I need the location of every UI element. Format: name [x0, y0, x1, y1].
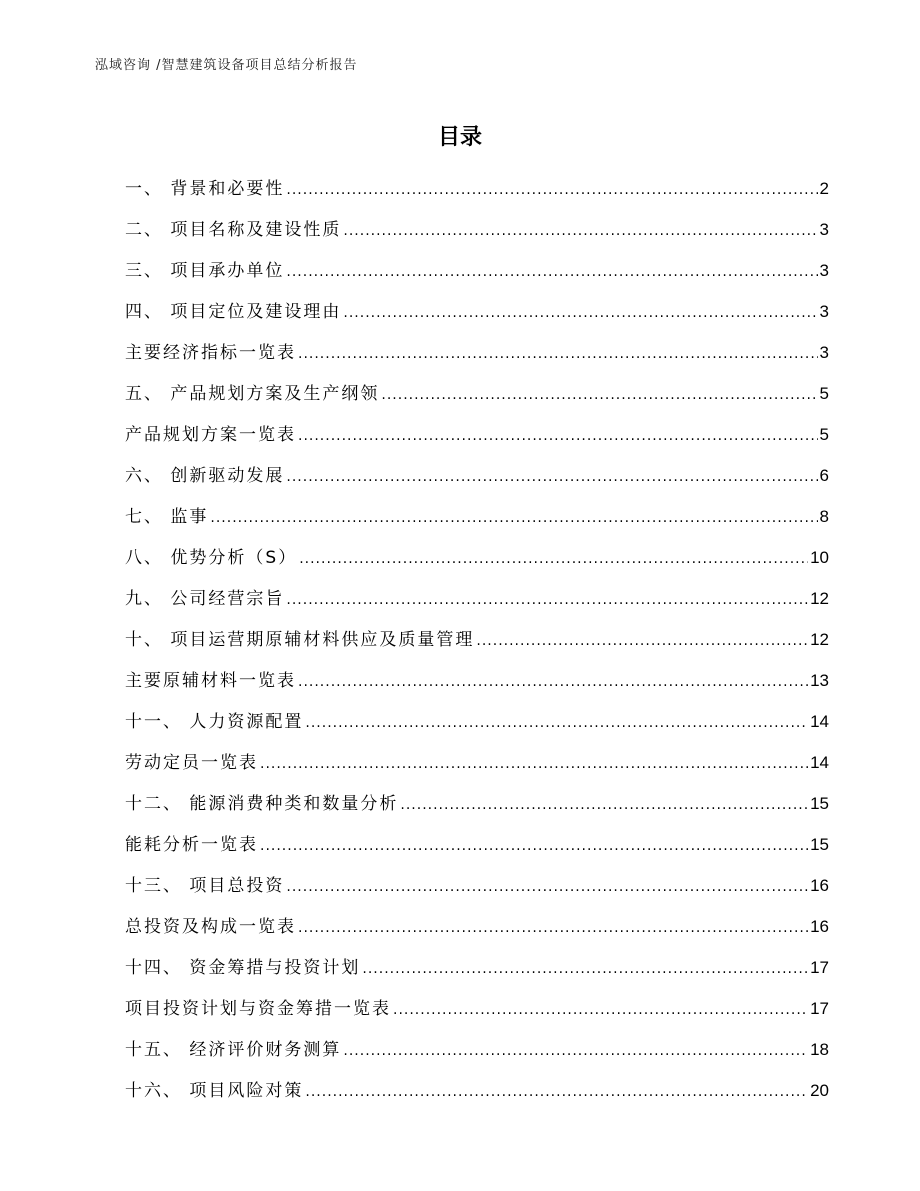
- toc-dot-leader: [343, 211, 817, 252]
- toc-entry-page-number: 17: [810, 999, 829, 1018]
- toc-entry-page-number: 14: [810, 753, 829, 772]
- toc-entry-page-number: 12: [810, 630, 829, 649]
- toc-entry[interactable]: [125, 619, 829, 660]
- toc-dot-leader: [210, 498, 817, 539]
- toc-entry-label: 产品规划方案一览表: [125, 425, 296, 445]
- toc-entry-page-number: 15: [810, 835, 829, 854]
- toc-entry-page-number: 20: [810, 1081, 829, 1100]
- toc-list: [125, 168, 829, 1111]
- toc-dot-leader: [298, 334, 818, 375]
- toc-entry-page-number: 3: [819, 302, 829, 321]
- toc-entry-label: 能耗分析一览表: [125, 835, 258, 855]
- toc-entry-label: 劳动定员一览表: [125, 753, 258, 773]
- toc-dot-leader: [286, 457, 817, 498]
- toc-entry[interactable]: [125, 947, 829, 988]
- toc-dot-leader: [286, 170, 817, 211]
- toc-entry-label: 七、 监事: [125, 507, 209, 527]
- toc-dot-leader: [305, 703, 808, 744]
- toc-dot-leader: [299, 539, 808, 580]
- toc-entry-page-number: 6: [819, 466, 829, 485]
- toc-entry[interactable]: [125, 783, 829, 824]
- toc-entry[interactable]: [125, 1029, 829, 1070]
- toc-dot-leader: [286, 252, 817, 293]
- toc-dot-leader: [381, 375, 817, 416]
- toc-entry-label: 十、 项目运营期原辅材料供应及质量管理: [125, 630, 475, 650]
- toc-entry[interactable]: [125, 455, 829, 496]
- toc-entry-page-number: 8: [819, 507, 829, 526]
- toc-dot-leader: [393, 990, 808, 1031]
- toc-entry[interactable]: [125, 988, 829, 1029]
- toc-entry-label: 十六、 项目风险对策: [125, 1081, 304, 1101]
- toc-entry[interactable]: [125, 291, 829, 332]
- toc-entry[interactable]: [125, 414, 829, 455]
- toc-entry-page-number: 3: [819, 220, 829, 239]
- toc-entry-label: 项目投资计划与资金筹措一览表: [125, 999, 391, 1019]
- toc-entry-label: 二、 项目名称及建设性质: [125, 220, 342, 240]
- toc-entry[interactable]: [125, 1070, 829, 1111]
- toc-entry[interactable]: [125, 578, 829, 619]
- toc-entry-label: 四、 项目定位及建设理由: [125, 302, 342, 322]
- toc-entry[interactable]: [125, 496, 829, 537]
- toc-dot-leader: [298, 662, 808, 703]
- toc-entry-page-number: 18: [810, 1040, 829, 1059]
- toc-dot-leader: [260, 826, 808, 867]
- toc-entry[interactable]: [125, 373, 829, 414]
- toc-entry[interactable]: [125, 332, 829, 373]
- toc-entry-page-number: 10: [810, 548, 829, 567]
- toc-dot-leader: [260, 744, 808, 785]
- toc-dot-leader: [476, 621, 808, 662]
- toc-entry[interactable]: [125, 701, 829, 742]
- toc-entry-label: 十三、 项目总投资: [125, 876, 285, 896]
- toc-entry[interactable]: [125, 209, 829, 250]
- toc-entry[interactable]: [125, 865, 829, 906]
- toc-entry-page-number: 5: [819, 425, 829, 444]
- toc-entry-label: 三、 项目承办单位: [125, 261, 285, 281]
- toc-entry-page-number: 16: [810, 876, 829, 895]
- toc-entry-page-number: 17: [810, 958, 829, 977]
- toc-entry[interactable]: [125, 250, 829, 291]
- toc-entry-page-number: 13: [810, 671, 829, 690]
- toc-entry-label: 一、 背景和必要性: [125, 179, 285, 199]
- toc-entry-page-number: 5: [819, 384, 829, 403]
- toc-entry-page-number: 14: [810, 712, 829, 731]
- toc-dot-leader: [343, 293, 817, 334]
- toc-entry-label: 六、 创新驱动发展: [125, 466, 285, 486]
- toc-entry-page-number: 3: [819, 343, 829, 362]
- toc-entry[interactable]: [125, 660, 829, 701]
- toc-dot-leader: [305, 1072, 808, 1113]
- toc-entry-label: 十二、 能源消费种类和数量分析: [125, 794, 399, 814]
- toc-dot-leader: [343, 1031, 808, 1072]
- toc-entry-label: 八、 优势分析（S）: [125, 548, 298, 568]
- toc-entry-label: 主要经济指标一览表: [125, 343, 296, 363]
- toc-entry-page-number: 15: [810, 794, 829, 813]
- toc-entry-label: 主要原辅材料一览表: [125, 671, 296, 691]
- toc-dot-leader: [400, 785, 808, 826]
- toc-dot-leader: [286, 867, 808, 908]
- toc-entry[interactable]: [125, 537, 829, 578]
- toc-title: 目录: [437, 125, 482, 150]
- toc-entry-label: 十四、 资金筹措与投资计划: [125, 958, 361, 978]
- toc-entry[interactable]: [125, 906, 829, 947]
- toc-entry-label: 十五、 经济评价财务测算: [125, 1040, 342, 1060]
- toc-entry-label: 十一、 人力资源配置: [125, 712, 304, 732]
- toc-entry-label: 总投资及构成一览表: [125, 917, 296, 937]
- toc-entry-label: 五、 产品规划方案及生产纲领: [125, 384, 380, 404]
- toc-dot-leader: [286, 580, 808, 621]
- toc-entry-label: 九、 公司经营宗旨: [125, 589, 285, 609]
- toc-entry-page-number: 16: [810, 917, 829, 936]
- toc-entry[interactable]: [125, 168, 829, 209]
- toc-dot-leader: [362, 949, 808, 990]
- page-header: 泓域咨询 /智慧建筑设备项目总结分析报告: [95, 58, 358, 73]
- toc-dot-leader: [298, 908, 808, 949]
- toc-dot-leader: [298, 416, 818, 457]
- toc-entry[interactable]: [125, 742, 829, 783]
- toc-entry[interactable]: [125, 824, 829, 865]
- toc-entry-page-number: 12: [810, 589, 829, 608]
- toc-entry-page-number: 3: [819, 261, 829, 280]
- toc-entry-page-number: 2: [819, 179, 829, 198]
